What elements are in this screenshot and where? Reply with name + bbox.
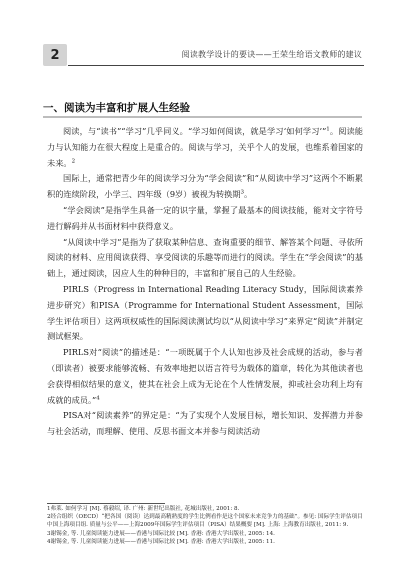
paragraph-text: PIRLS（Progress in International Reading Literacy Study，国际阅读素养进步研究）和PISA（Programme for International Student Assessment，国际学生评估项目）这两项权威性的国际阅读测试均以“从阅读中学习”来界定“阅读”并制定测试框架。	[47, 283, 363, 342]
paragraph-text: PIRLS对“阅读”的描述是：“一项既属于个人认知也涉及社会成规的活动，参与者（即读者）被要求能够流畅、有效率地把以语言符号为载体的篇章，转化为其他读者也会获得相似结果的意义，使其在社会上成为无论在个人性情发展，抑或社会功利上均有成就的成员。”	[47, 347, 363, 405]
paragraph	[47, 408, 363, 440]
body-text	[47, 124, 363, 440]
paragraph	[47, 124, 363, 171]
footnote-rule	[47, 503, 165, 504]
paragraph-text: 。阅读能力与认知能力在很大程度上是重合的。阅读与学习，关乎个人的发展，也维系着国家的未来。	[47, 126, 363, 168]
running-head: 阅读教学设计的要诀——王荣生给语文教师的建议	[181, 50, 362, 59]
footnote: 2经合组织（OECD）“把各国（阅读）达到最高精熟度的学生比例看作是这个国家未来竞争力的基础”。参见: 国际学生评估项目中国上海项目组. 质量与公平——上海2009年国际学生评估项目（PISA）结果概要 [M]. 上海: 上海教育出版社, 2011: 9.	[47, 514, 363, 529]
footnote: 4谢锡金, 等. 儿童阅读能力进展——香港与国际比较 [M]. 香港: 香港大学出版社, 2005: 11.	[47, 538, 275, 545]
paragraph	[47, 203, 363, 235]
section-heading: 一、阅读为丰富和扩展人生经验	[43, 102, 190, 114]
footnotes	[47, 505, 363, 546]
footnote-ref: 4	[96, 394, 100, 401]
footnote: 3谢锡金, 等. 儿童阅读能力进展——香港与国际比较 [M]. 香港: 香港大学出版社, 2005: 14.	[47, 530, 275, 537]
paragraph-text: 阅读，与“读书”“学习”几乎同义。“学习如何阅读，就是学习‘如何学习’”	[63, 126, 327, 136]
footnote-ref: 2	[71, 157, 76, 164]
paragraph-text: 。	[244, 189, 253, 200]
page-number: 2	[43, 44, 67, 66]
footnote-ref: 1	[326, 126, 330, 133]
paragraph	[47, 345, 363, 408]
paragraph	[47, 171, 363, 203]
footnote-ref: 3	[240, 189, 245, 196]
paragraph	[47, 235, 363, 282]
paragraph-text: “从阅读中学习”是指为了获取某种信息、查询重要的细节、解答某个问题、寻依所阅读的材料、应用阅读获得、享受阅读的乐趣等而进行的阅读。学生在“学会阅读”的基础上，通过阅读，因应人生的种种目的，丰富和扩展自己的人生经验。	[47, 236, 363, 279]
paragraph	[47, 282, 363, 345]
footnote: 1弗莱. 如何学习 [M]. 蔡毅绍, 译. 广州: 新世纪出版社, 花城出版社, 2001: 8.	[47, 506, 240, 512]
section-underline	[43, 116, 362, 118]
page-header	[0, 44, 400, 66]
paragraph-text: 国际上，通常把青少年的阅读学习分为“学会阅读”和“从阅读中学习”这两个不断累积的连续阶段，小学三、四年级（9岁）被视为转换期	[47, 173, 363, 200]
header-rule	[68, 65, 364, 66]
paragraph-text: PISA对“阅读素养”的界定是：“为了实现个人发展目标，增长知识、发挥潜力并参与社会活动，而理解、使用、反思书面文本并参与阅读活动	[47, 410, 363, 437]
paragraph-text: “学会阅读”是指学生具备一定的识字量，掌握了最基本的阅读技能，能对文字符号进行解码并从书面材料中获得意义。	[47, 204, 363, 231]
